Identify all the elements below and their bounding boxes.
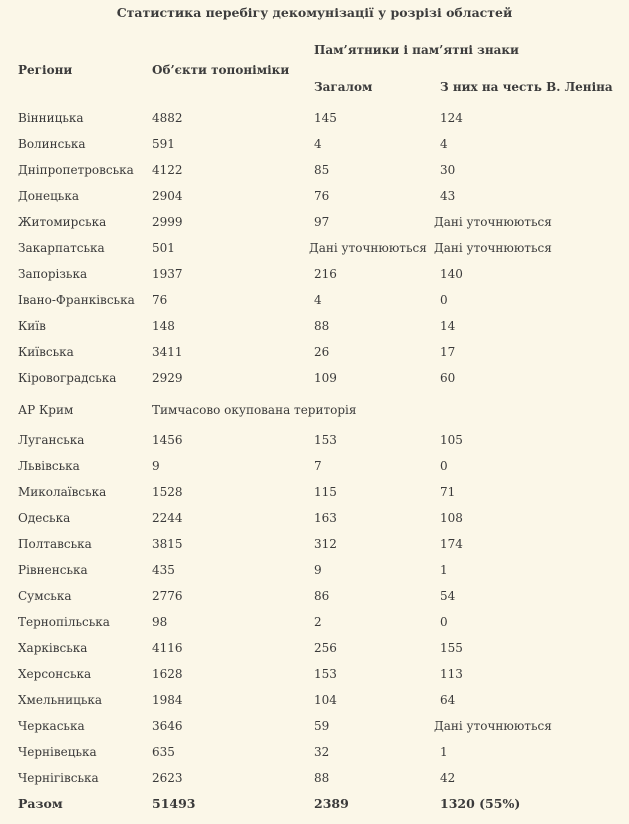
monuments-total-cell: 4: [314, 293, 322, 307]
monuments-total-cell: 9: [314, 563, 322, 577]
table-row: [0, 485, 629, 511]
table-row: [0, 267, 629, 293]
table-row: [0, 111, 629, 137]
monuments-total-cell: 85: [314, 163, 330, 177]
region-cell: Дніпропетровська: [18, 163, 134, 177]
region-cell: Херсонська: [18, 667, 92, 681]
lenin-cell: 4: [440, 137, 448, 151]
table-row: [0, 641, 629, 667]
toponymy-cell: 3646: [152, 719, 183, 733]
monuments-total-cell: 312: [314, 537, 337, 551]
table-row: [0, 137, 629, 163]
table-row: [0, 719, 629, 745]
toponymy-cell: 76: [152, 293, 168, 307]
summary-region: Разом: [18, 796, 63, 811]
header-monuments: Пам’ятники і пам’ятні знаки: [314, 43, 519, 57]
region-cell: Закарпатська: [18, 241, 105, 255]
table-row: [0, 667, 629, 693]
region-cell: Харківська: [18, 641, 88, 655]
table-row: [0, 771, 629, 797]
lenin-cell: 60: [440, 371, 456, 385]
toponymy-cell: 1984: [152, 693, 183, 707]
monuments-total-cell: 216: [314, 267, 337, 281]
region-cell: Полтавська: [18, 537, 92, 551]
region-cell: Львівська: [18, 459, 80, 473]
table-row: [0, 537, 629, 563]
region-cell: Черкаська: [18, 719, 85, 733]
region-cell: Рівненська: [18, 563, 88, 577]
table-row: [0, 371, 629, 397]
region-cell: Тернопільська: [18, 615, 110, 629]
summary-total: 2389: [314, 796, 349, 811]
monuments-total-cell: 76: [314, 189, 330, 203]
lenin-cell: 140: [440, 267, 463, 281]
table-row: [0, 241, 629, 267]
table-row: [0, 293, 629, 319]
toponymy-cell: 2244: [152, 511, 183, 525]
region-cell: АР Крим: [18, 403, 74, 417]
toponymy-cell: 9: [152, 459, 160, 473]
monuments-total-cell: 104: [314, 693, 337, 707]
lenin-cell: 174: [440, 537, 463, 551]
table-row: [0, 589, 629, 615]
toponymy-cell: 3815: [152, 537, 183, 551]
lenin-cell: 42: [440, 771, 456, 785]
monuments-total-cell: 59: [314, 719, 330, 733]
monuments-total-cell: 7: [314, 459, 322, 473]
toponymy-cell: 591: [152, 137, 175, 151]
region-cell: Чернігівська: [18, 771, 99, 785]
region-cell: Чернівецька: [18, 745, 97, 759]
lenin-cell: 14: [440, 319, 456, 333]
toponymy-cell: 148: [152, 319, 175, 333]
lenin-cell: Дані уточнюються: [434, 719, 552, 733]
monuments-total-cell: 109: [314, 371, 337, 385]
toponymy-cell: 1628: [152, 667, 183, 681]
toponymy-cell: 4122: [152, 163, 183, 177]
header-total: Загалом: [314, 80, 373, 94]
toponymy-cell: 2776: [152, 589, 183, 603]
lenin-cell: 30: [440, 163, 456, 177]
region-cell: Кіровоградська: [18, 371, 117, 385]
toponymy-cell: 98: [152, 615, 168, 629]
toponymy-cell: 2904: [152, 189, 183, 203]
table-row: [0, 615, 629, 641]
region-cell: Івано-Франківська: [18, 293, 135, 307]
toponymy-cell: 2929: [152, 371, 183, 385]
monuments-total-cell: 153: [314, 667, 337, 681]
monuments-total-cell: 88: [314, 319, 330, 333]
toponymy-cell: 4116: [152, 641, 183, 655]
lenin-cell: 113: [440, 667, 463, 681]
lenin-cell: 105: [440, 433, 463, 447]
toponymy-cell: 501: [152, 241, 175, 255]
table-row: [0, 511, 629, 537]
lenin-cell: 0: [440, 459, 448, 473]
monuments-total-cell: 97: [314, 215, 330, 229]
monuments-total-cell: 153: [314, 433, 337, 447]
toponymy-cell: 435: [152, 563, 175, 577]
toponymy-cell: 2623: [152, 771, 183, 785]
monuments-total-cell: 88: [314, 771, 330, 785]
region-cell: Одеська: [18, 511, 71, 525]
lenin-cell: 1: [440, 563, 448, 577]
toponymy-cell: 4882: [152, 111, 183, 125]
lenin-cell: 1: [440, 745, 448, 759]
header-regions: Регіони: [18, 63, 73, 77]
lenin-cell: 124: [440, 111, 463, 125]
table-row: [0, 433, 629, 459]
monuments-total-cell: 86: [314, 589, 330, 603]
table-row: [0, 189, 629, 215]
table-title: Статистика перебігу декомунізації у розрізі областей: [116, 5, 513, 20]
region-cell: Київська: [18, 345, 74, 359]
table-row: [0, 319, 629, 345]
summary-lenin: 1320 (55%): [440, 796, 521, 811]
region-cell: Миколаївська: [18, 485, 107, 499]
region-cell: Луганська: [18, 433, 85, 447]
toponymy-cell: 1937: [152, 267, 183, 281]
region-cell: Вінницька: [18, 111, 84, 125]
toponymy-cell: 3411: [152, 345, 183, 359]
lenin-cell: Дані уточнюються: [434, 241, 552, 255]
monuments-total-cell: 115: [314, 485, 337, 499]
table-row: [0, 403, 629, 429]
region-cell: Житомирська: [18, 215, 107, 229]
monuments-total-cell: 4: [314, 137, 322, 151]
lenin-cell: 0: [440, 615, 448, 629]
summary-toponymy: 51493: [152, 796, 196, 811]
table-row: [0, 693, 629, 719]
monuments-total-cell: 26: [314, 345, 330, 359]
monuments-total-cell: 163: [314, 511, 337, 525]
region-cell: Хмельницька: [18, 693, 103, 707]
monuments-total-cell: Дані уточнюються: [309, 241, 427, 255]
summary-row: [0, 797, 629, 823]
table-row: [0, 215, 629, 241]
lenin-cell: 17: [440, 345, 456, 359]
lenin-cell: Дані уточнюються: [434, 215, 552, 229]
lenin-cell: 71: [440, 485, 456, 499]
monuments-total-cell: 2: [314, 615, 322, 629]
lenin-cell: 54: [440, 589, 456, 603]
region-cell: Сумська: [18, 589, 72, 603]
region-cell: Волинська: [18, 137, 86, 151]
table-row: [0, 459, 629, 485]
region-cell: Київ: [18, 319, 46, 333]
region-cell: Запорізька: [18, 267, 88, 281]
header-toponymy: Об’єкти топоніміки: [152, 63, 290, 77]
monuments-total-cell: 256: [314, 641, 337, 655]
toponymy-cell: 1528: [152, 485, 183, 499]
header-lenin: З них на честь В. Леніна: [440, 80, 613, 94]
table-row: [0, 745, 629, 771]
region-cell: Донецька: [18, 189, 79, 203]
lenin-cell: 64: [440, 693, 456, 707]
table-row: [0, 163, 629, 189]
toponymy-cell: Тимчасово окупована територія: [152, 403, 357, 417]
lenin-cell: 0: [440, 293, 448, 307]
monuments-total-cell: 145: [314, 111, 337, 125]
lenin-cell: 43: [440, 189, 456, 203]
monuments-total-cell: 32: [314, 745, 330, 759]
toponymy-cell: 1456: [152, 433, 183, 447]
toponymy-cell: 2999: [152, 215, 183, 229]
toponymy-cell: 635: [152, 745, 175, 759]
table-row: [0, 345, 629, 371]
lenin-cell: 155: [440, 641, 463, 655]
lenin-cell: 108: [440, 511, 463, 525]
table-row: [0, 563, 629, 589]
